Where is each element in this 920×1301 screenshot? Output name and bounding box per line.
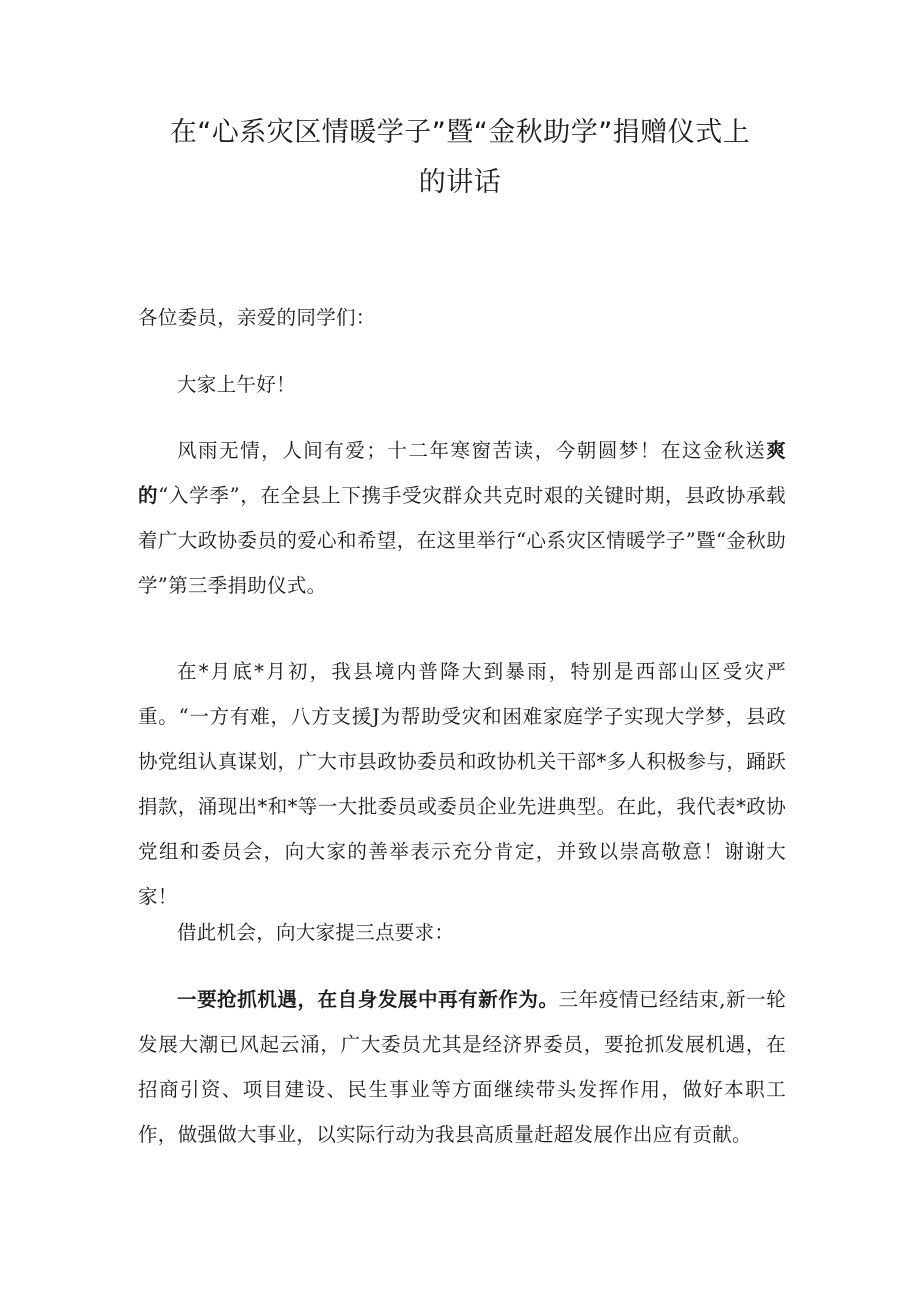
paragraph-1-text: 风雨无情，人间有爱；十二年寒窗苦读，今朝圆梦！在这金秋送 <box>177 439 767 462</box>
greeting: 大家上午好！ <box>177 373 296 396</box>
paragraph-2: 在*月底*月初，我县境内普降大到暴雨，特别是西部山区受灾严重。“一方有难，八方支援J为帮助受灾和困难家庭学子实现大学梦，县政协党组认真谋划，广大市县政协委员和政协机关干部*多人积极参与，踊跃捐款，涌现出*和*等一大批委员或委员企业先进典型。在此，我代表*政协党组和委员会，向大家的善举表示充分肯定，并致以崇高敬意！谢谢大家！ <box>138 660 786 908</box>
paragraph-4-text: 三年疫情已经结束,新一轮发展大潮已风起云涌，广大委员尤其是经济界委员，要抢抓发展机遇，在招商引资、项目建设、民生事业等方面继续带头发挥作用，做好本职工作，做强做大事业，以实际行动为我县高质量赶超发展作出应有贡献。 <box>138 988 786 1146</box>
paragraph-3: 借此机会，向大家提三点要求： <box>177 921 455 944</box>
title-line-1: 在“心系灾区情暖学子”暨“金秋助学”捐赠仪式上 <box>169 117 751 148</box>
paragraph-1 <box>138 428 786 608</box>
paragraph-1-bold: 爽的 <box>138 439 786 507</box>
salutation: 各位委员，亲爱的同学们： <box>138 306 376 329</box>
paragraph-1-rest: “入学季”，在全县上下携手受灾群众共克时艰的关键时期，县政协承载着广大政协委员的爱心和希望，在这里举行“心系灾区情暖学子”暨“金秋助学”第三季捐助仪式。 <box>138 484 786 597</box>
paragraph-4-heading: 一要抢抓机遇，在自身发展中再有新作为。 <box>177 988 559 1011</box>
title-line-2: 的讲话 <box>418 167 502 198</box>
paragraph-4 <box>138 977 786 1157</box>
page-title <box>120 108 800 208</box>
